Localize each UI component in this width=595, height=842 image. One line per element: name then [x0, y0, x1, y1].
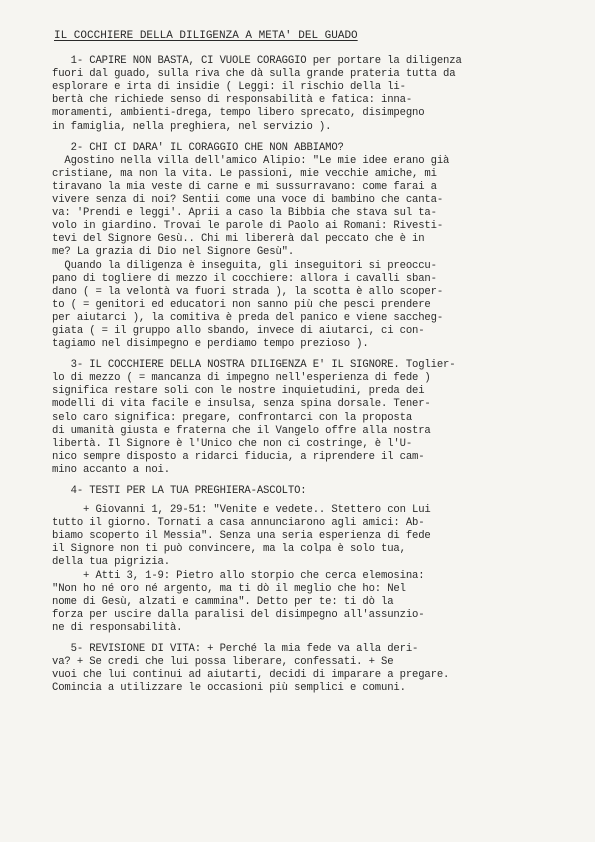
section-2 — [52, 142, 562, 352]
section-spacer — [52, 134, 562, 142]
section-1-line: moramenti, ambienti-drega, tempo libero sprecato, disimpegno — [52, 107, 425, 120]
section-4-line: ne di responsabilità. — [52, 621, 183, 634]
section-3-line: significa restare soli con le nostre inquietudini, preda dei — [52, 385, 425, 398]
section-2-line: to ( = genitori ed educatori non sanno più che pesci prendere — [52, 298, 431, 311]
section-3-line: mino accanto a noi. — [52, 463, 170, 476]
section-4 — [52, 485, 562, 635]
section-4-line: forza per uscire dalla paralisi del disimpegno all'assunzio- — [52, 608, 425, 621]
section-4-line: "Non ho né oro né argento, ma ti dò il meglio che ho: Nel — [52, 582, 406, 595]
section-2-line: Agostino nella villa dell'amico Alipio: "Le mie idee erano già — [52, 154, 450, 167]
section-1-line: esplorare e irta di insidie ( Leggi: il rischio della li- — [52, 81, 406, 94]
section-3 — [52, 359, 562, 477]
section-1-line: fuori dal guado, sulla riva che dà sulla grande prateria tutta da — [52, 68, 456, 81]
section-2-line: Quando la diligenza è inseguita, gli inseguitori si preoccu- — [52, 259, 437, 272]
section-3-line: libertà. Il Signore è l'Unico che non ci costringe, è l'U- — [52, 437, 413, 450]
section-5 — [52, 643, 562, 695]
section-5-line: Comincia a utilizzare le occasioni più semplici e comuni. — [52, 682, 406, 695]
section-1 — [52, 55, 562, 134]
section-4-line: tutto il giorno. Tornati a casa annunciarono agli amici: Ab- — [52, 517, 425, 530]
section-1-line: bertà che richiede senso di responsabilità e fatica: inna- — [52, 94, 413, 107]
section-spacer — [52, 477, 562, 485]
section-2-line: tagiamo nel disimpegno e perdiamo tempo prezioso ). — [52, 338, 369, 351]
section-2-line: tiravano la mia veste di carne e mi sussurravano: come farai a — [52, 180, 437, 193]
section-4-line: + Atti 3, 1-9: Pietro allo storpio che cerca elemosina: — [52, 569, 425, 582]
section-3-line: 3- IL COCCHIERE DELLA NOSTRA DILIGENZA E' IL SIGNORE. Toglier- — [52, 359, 456, 372]
section-3-line: nico sempre disposto a ridarci fiducia, a riprendere il cam- — [52, 450, 425, 463]
section-4-line: il Signore non ti può convincere, ma la colpa è solo tua, — [52, 543, 406, 556]
section-2-line: cristiane, ma non la vita. Le passioni, mie vecchie amiche, mi — [52, 167, 437, 180]
section-2-line: me? La grazia di Dio nel Signore Gesù". — [52, 246, 295, 259]
section-4-line: + Giovanni 1, 29-51: "Venite e vedete.. Stettero con Lui — [52, 504, 431, 517]
section-3-line: di umanità giusta e fraterna che il Vangelo offre alla nostra — [52, 424, 431, 437]
document-body — [52, 30, 562, 695]
section-5-line: va? + Se credi che lui possa liberare, confessati. + Se — [52, 656, 394, 669]
section-2-line: giata ( = il gruppo allo sbando, invece di aiutarci, ci con- — [52, 324, 425, 337]
section-3-line: modelli di vita facile e insulsa, senza spina dorsale. Tener- — [52, 398, 431, 411]
section-4-line: della tua pigrizia. — [52, 556, 170, 569]
section-2-line: 2- CHI CI DARA' IL CORAGGIO CHE NON ABBIAMO? — [52, 141, 344, 154]
document-title: IL COCCHIERE DELLA DILIGENZA A META' DEL GUADO — [54, 30, 358, 42]
section-2-line: tevi del Signore Gesù.. Chi mi libererà dal peccato che è in — [52, 233, 425, 246]
section-1-line: in famiglia, nella preghiera, nel servizio ). — [52, 120, 332, 133]
section-spacer — [52, 351, 562, 359]
section-2-line: dano ( = la velontà va fuori strada ), la scotta è allo scoper- — [52, 285, 444, 298]
section-1-line: 1- CAPIRE NON BASTA, CI VUOLE CORAGGIO per portare la diligenza — [52, 55, 462, 68]
section-3-line: selo caro significa: pregare, confrontarci con la proposta — [52, 411, 413, 424]
section-5-line: 5- REVISIONE DI VITA: + Perché la mia fede va alla deri- — [52, 643, 419, 656]
section-4-line: nome di Gesù, alzati e cammina". Detto per te: ti dò la — [52, 595, 394, 608]
section-2-line: volo in giardino. Trovai le parole di Paolo ai Romani: Rivesti- — [52, 220, 444, 233]
section-3-line: lo di mezzo ( = mancanza di impegno nell'esperienza di fede ) — [52, 372, 431, 385]
section-4-line: biamo scoperto il Messia". Senza una seria esperienza di fede — [52, 530, 431, 543]
section-2-line: pano di togliere di mezzo il cocchiere: allora i cavalli sban- — [52, 272, 437, 285]
section-2-line: per aiutarci ), la comitiva è preda del panico e viene saccheg- — [52, 311, 444, 324]
section-2-line: vivere senza di noi? Sentii come una voce di bambino che canta- — [52, 194, 444, 207]
section-spacer — [52, 635, 562, 643]
section-4-line: 4- TESTI PER LA TUA PREGHIERA-ASCOLTO: — [52, 485, 307, 497]
sections-container — [52, 55, 562, 695]
section-5-line: vuoi che lui continui ad aiutarti, decidi di imparare a pregare. — [52, 669, 450, 682]
section-2-line: va: 'Prendi e leggi'. Aprii a caso la Bibbia che stava sul ta- — [52, 207, 437, 220]
